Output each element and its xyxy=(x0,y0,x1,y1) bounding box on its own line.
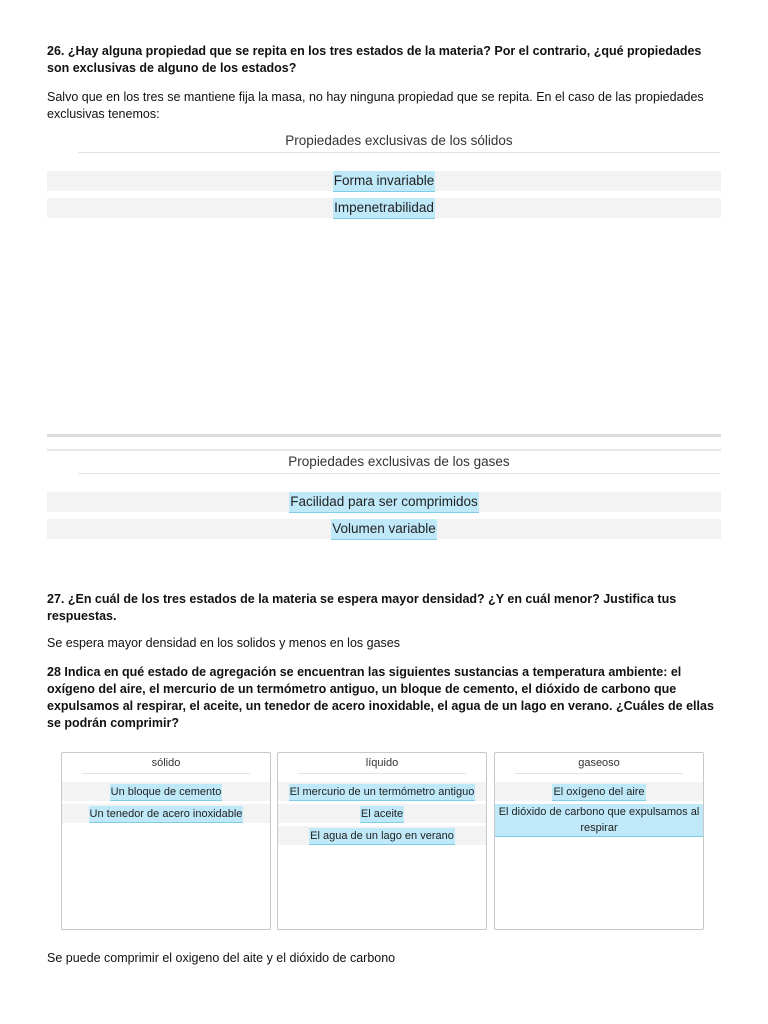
list-item xyxy=(278,804,486,823)
list-item xyxy=(278,826,486,845)
column-list xyxy=(62,782,270,823)
draggable-item[interactable]: El aceite xyxy=(360,806,404,823)
draggable-item[interactable]: El mercurio de un termómetro antiguo xyxy=(289,784,476,801)
column-list xyxy=(495,782,703,837)
draggable-item[interactable]: Un tenedor de acero inoxidable xyxy=(89,806,244,823)
answer-27: Se espera mayor densidad en los solidos y menos en los gases xyxy=(47,636,400,650)
column-list xyxy=(278,782,486,845)
column-header: gaseoso xyxy=(515,753,683,774)
gases-item-row xyxy=(47,519,721,539)
column-gas xyxy=(494,752,704,930)
column-header: líquido xyxy=(298,753,466,774)
solids-item[interactable]: Forma invariable xyxy=(333,171,436,192)
answer-26: Salvo que en los tres se mantiene fija la masa, no hay ninguna propiedad que se repita. En el caso de las propiedades exclusivas tenemos: xyxy=(47,90,704,121)
column-solid xyxy=(61,752,271,930)
question-26: 26. ¿Hay alguna propiedad que se repita en los tres estados de la materia? Por el contrario, ¿qué propiedades son exclusivas de alguno de los estados? xyxy=(47,44,702,75)
list-item xyxy=(62,782,270,801)
draggable-item[interactable]: El agua de un lago en verano xyxy=(309,828,455,845)
list-item xyxy=(278,782,486,801)
section-divider xyxy=(47,434,721,437)
draggable-item[interactable]: El dióxido de carbono que expulsamos al respirar xyxy=(495,804,703,837)
list-item xyxy=(495,804,703,837)
draggable-item[interactable]: El oxígeno del aire xyxy=(552,784,645,801)
section-divider-thin xyxy=(47,449,721,451)
answer-28: Se puede comprimir el oxigeno del aite y el dióxido de carbono xyxy=(47,951,396,965)
solids-item-row xyxy=(47,198,721,218)
question-27: 27. ¿En cuál de los tres estados de la materia se espera mayor densidad? ¿Y en cuál menor? Justifica tus respuestas. xyxy=(47,592,677,623)
solids-item-row xyxy=(47,171,721,191)
solids-item[interactable]: Impenetrabilidad xyxy=(333,198,435,219)
column-liquid xyxy=(277,752,487,930)
draggable-item[interactable]: Un bloque de cemento xyxy=(110,784,223,801)
gases-section-title: Propiedades exclusivas de los gases xyxy=(78,454,720,474)
gases-item-row xyxy=(47,492,721,512)
solids-section-title: Propiedades exclusivas de los sólidos xyxy=(78,133,720,153)
question-28: 28 Indica en qué estado de agregación se encuentran las siguientes sustancias a temperatura ambiente: el oxígeno del aire, el mercurio de un termómetro antiguo, un bloque de cemento, el dióxido de carbono que expulsamos al respirar, el aceite, un tenedor de acero inoxidable, el agua de un lago en verano. ¿Cuáles de ellas se podrán comprimir? xyxy=(47,665,714,730)
column-header: sólido xyxy=(82,753,250,774)
gases-item[interactable]: Volumen variable xyxy=(331,519,437,540)
list-item xyxy=(495,782,703,801)
gases-item[interactable]: Facilidad para ser comprimidos xyxy=(289,492,479,513)
list-item xyxy=(62,804,270,823)
